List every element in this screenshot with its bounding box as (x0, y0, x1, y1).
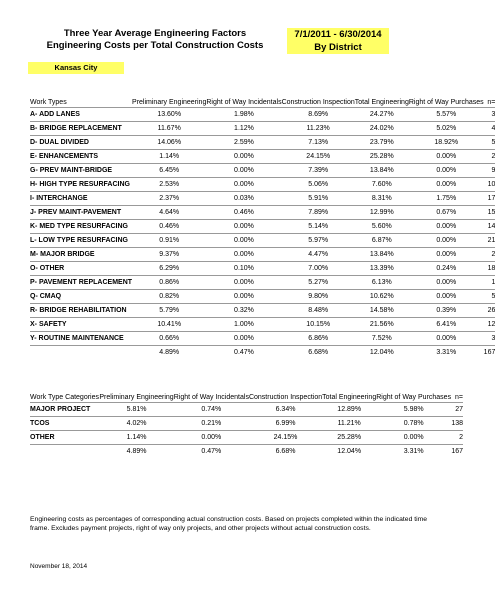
row-count: 2 (451, 431, 463, 445)
total-row (30, 445, 463, 459)
row-count: 3 (484, 332, 495, 346)
row-count: 17 (484, 192, 495, 206)
by-district-label: By District (314, 42, 362, 53)
row-value: 2.59% (206, 136, 281, 150)
row-value: 5.98% (376, 403, 451, 417)
row-value: 0.78% (376, 417, 451, 431)
row-value: 13.39% (355, 262, 409, 276)
row-count: 26 (484, 304, 495, 318)
row-value: 24.15% (249, 431, 322, 445)
row-value: 0.00% (409, 150, 484, 164)
table-row (30, 403, 463, 417)
row-value: 8.48% (282, 304, 355, 318)
row-value: 18.92% (409, 136, 484, 150)
row-value: 7.13% (282, 136, 355, 150)
report-date: November 18, 2014 (30, 563, 88, 570)
row-value: 0.00% (409, 178, 484, 192)
table-row (30, 276, 495, 290)
row-value: 6.41% (409, 318, 484, 332)
total-value: 12.04% (355, 346, 409, 360)
total-value: 4.89% (132, 346, 206, 360)
total-count: 167 (451, 445, 463, 459)
row-value: 5.57% (409, 108, 484, 122)
row-value: 5.79% (132, 304, 206, 318)
row-value: 0.00% (409, 248, 484, 262)
row-value: 0.74% (174, 403, 249, 417)
row-value: 5.91% (282, 192, 355, 206)
row-value: 6.86% (282, 332, 355, 346)
title-line-2: Engineering Costs per Total Construction Costs (46, 40, 264, 51)
row-value: 4.02% (99, 417, 173, 431)
table-row (30, 234, 495, 248)
row-count: 9 (484, 164, 495, 178)
row-value: 5.81% (99, 403, 173, 417)
table-row (30, 178, 495, 192)
row-value: 5.60% (355, 220, 409, 234)
row-value: 0.39% (409, 304, 484, 318)
row-value: 11.21% (322, 417, 376, 431)
table-row (30, 304, 495, 318)
total-value: 12.04% (322, 445, 376, 459)
row-value: 5.14% (282, 220, 355, 234)
row-count: 4 (484, 122, 495, 136)
table-row (30, 206, 495, 220)
row-value: 6.87% (355, 234, 409, 248)
row-label: O- OTHER (30, 262, 132, 276)
row-label: P- PAVEMENT REPLACEMENT (30, 276, 132, 290)
table-row (30, 332, 495, 346)
row-value: 8.69% (282, 108, 355, 122)
row-value: 6.99% (249, 417, 322, 431)
row-label: MAJOR PROJECT (30, 403, 99, 417)
total-value: 0.47% (174, 445, 249, 459)
column-header: Total Engineering (354, 99, 409, 106)
row-value: 0.00% (206, 150, 281, 164)
row-value: 1.98% (206, 108, 281, 122)
row-value: 6.34% (249, 403, 322, 417)
row-count: 18 (484, 262, 495, 276)
column-header: n= (455, 394, 463, 401)
row-value: 14.06% (132, 136, 206, 150)
row-value: 13.60% (132, 108, 206, 122)
row-value: 11.67% (132, 122, 206, 136)
row-value: 0.46% (206, 206, 281, 220)
total-label-cell (30, 346, 132, 360)
row-count: 2 (484, 150, 495, 164)
row-count: 27 (451, 403, 463, 417)
total-value: 0.47% (206, 346, 281, 360)
total-count: 167 (484, 346, 495, 360)
row-count: 21 (484, 234, 495, 248)
table-row (30, 164, 495, 178)
row-value: 6.29% (132, 262, 206, 276)
column-header: Preliminary Engineering (132, 99, 207, 106)
row-value: 10.41% (132, 318, 206, 332)
row-count: 2 (484, 248, 495, 262)
work-types-table (30, 79, 495, 359)
row-value: 0.00% (174, 431, 249, 445)
row-value: 0.66% (132, 332, 206, 346)
column-header: Total Engineering (322, 394, 377, 401)
row-value: 11.23% (282, 122, 355, 136)
row-count: 5 (484, 136, 495, 150)
row-count: 3 (484, 108, 495, 122)
footnote: Engineering costs as percentages of corresponding actual construction costs. Based on projects completed within the indicated time frame. Excludes payment projects, right of way only projects, and other projects without actual construction costs. (30, 516, 428, 532)
table-row (30, 417, 463, 431)
total-value: 3.31% (376, 445, 451, 459)
table-row (30, 290, 495, 304)
row-value: 0.00% (206, 164, 281, 178)
row-value: 9.80% (282, 290, 355, 304)
row-value: 0.82% (132, 290, 206, 304)
row-value: 0.00% (206, 178, 281, 192)
row-value: 4.47% (282, 248, 355, 262)
column-header: Right of Way Purchases (408, 99, 484, 106)
row-label: X- SAFETY (30, 318, 132, 332)
table-row (30, 150, 495, 164)
row-label: J- PREV MAINT-PAVEMENT (30, 206, 132, 220)
work-type-categories-table (30, 374, 463, 458)
row-value: 0.00% (206, 276, 281, 290)
row-value: 0.00% (206, 332, 281, 346)
row-label: TCOS (30, 417, 99, 431)
row-value: 0.32% (206, 304, 281, 318)
row-value: 0.03% (206, 192, 281, 206)
row-value: 13.84% (355, 164, 409, 178)
row-value: 6.13% (355, 276, 409, 290)
row-label: H- HIGH TYPE RESURFACING (30, 178, 132, 192)
row-value: 0.24% (409, 262, 484, 276)
row-value: 25.28% (322, 431, 376, 445)
row-label: Q- CMAQ (30, 290, 132, 304)
row-value: 5.27% (282, 276, 355, 290)
table-row (30, 108, 495, 122)
row-value: 0.91% (132, 234, 206, 248)
row-value: 0.00% (206, 290, 281, 304)
row-value: 7.00% (282, 262, 355, 276)
row-label: Y- ROUTINE MAINTENANCE (30, 332, 132, 346)
column-header: Preliminary Engineering (99, 394, 174, 401)
row-value: 7.39% (282, 164, 355, 178)
table-row (30, 431, 463, 445)
column-header: n= (487, 99, 495, 106)
row-label: E- ENHANCEMENTS (30, 150, 132, 164)
row-value: 5.06% (282, 178, 355, 192)
total-value: 4.89% (99, 445, 173, 459)
table-header-row (30, 79, 495, 108)
row-value: 7.89% (282, 206, 355, 220)
column-header: Right of Way Incidentals (206, 99, 282, 106)
row-value: 0.00% (409, 234, 484, 248)
row-value: 25.28% (355, 150, 409, 164)
title-line-1: Three Year Average Engineering Factors (63, 28, 247, 39)
date-range: 7/1/2011 - 6/30/2014 (294, 29, 382, 40)
row-value: 2.53% (132, 178, 206, 192)
row-label: R- BRIDGE REHABILITATION (30, 304, 132, 318)
table-header-row (30, 374, 463, 403)
row-count: 5 (484, 290, 495, 304)
row-value: 0.10% (206, 262, 281, 276)
row-value: 23.79% (355, 136, 409, 150)
row-count: 138 (451, 417, 463, 431)
total-value: 3.31% (409, 346, 484, 360)
row-label: M- MAJOR BRIDGE (30, 248, 132, 262)
row-value: 2.37% (132, 192, 206, 206)
row-label: I- INTERCHANGE (30, 192, 132, 206)
row-value: 8.31% (355, 192, 409, 206)
row-value: 0.00% (409, 276, 484, 290)
row-value: 7.60% (355, 178, 409, 192)
row-value: 4.64% (132, 206, 206, 220)
row-value: 0.00% (376, 431, 451, 445)
row-value: 1.14% (99, 431, 173, 445)
row-label: K- MED TYPE RESURFACING (30, 220, 132, 234)
row-value: 9.37% (132, 248, 206, 262)
row-value: 1.75% (409, 192, 484, 206)
date-range-box (287, 28, 389, 54)
row-value: 24.02% (355, 122, 409, 136)
row-count: 10 (484, 178, 495, 192)
row-value: 14.58% (355, 304, 409, 318)
row-count: 15 (484, 206, 495, 220)
table-row (30, 192, 495, 206)
table-row (30, 262, 495, 276)
row-count: 12 (484, 318, 495, 332)
total-row (30, 346, 495, 360)
row-value: 10.62% (355, 290, 409, 304)
row-label: L- LOW TYPE RESURFACING (30, 234, 132, 248)
row-count: 14 (484, 220, 495, 234)
row-value: 0.21% (174, 417, 249, 431)
row-label: B- BRIDGE REPLACEMENT (30, 122, 132, 136)
table-row (30, 248, 495, 262)
table-row (30, 220, 495, 234)
row-value: 10.15% (282, 318, 355, 332)
row-value: 24.27% (355, 108, 409, 122)
row-label: OTHER (30, 431, 99, 445)
column-header: Construction Inspection (281, 99, 355, 106)
row-value: 0.00% (206, 234, 281, 248)
total-value: 6.68% (282, 346, 355, 360)
row-value: 12.89% (322, 403, 376, 417)
row-value: 0.00% (409, 220, 484, 234)
row-label: D- DUAL DIVIDED (30, 136, 132, 150)
table-heading: Work Types (30, 99, 67, 106)
total-label-cell (30, 445, 99, 459)
row-value: 12.99% (355, 206, 409, 220)
column-header: Right of Way Purchases (376, 394, 452, 401)
row-value: 1.00% (206, 318, 281, 332)
row-value: 0.46% (132, 220, 206, 234)
table-heading: Work Type Categories (30, 394, 99, 401)
total-value: 6.68% (249, 445, 322, 459)
row-value: 0.86% (132, 276, 206, 290)
column-header: Construction Inspection (248, 394, 323, 401)
row-value: 13.84% (355, 248, 409, 262)
column-header: Right of Way Incidentals (173, 394, 249, 401)
row-value: 0.00% (206, 220, 281, 234)
row-value: 0.00% (206, 248, 281, 262)
row-value: 0.00% (409, 164, 484, 178)
row-value: 1.14% (132, 150, 206, 164)
row-value: 0.00% (409, 290, 484, 304)
row-value: 0.67% (409, 206, 484, 220)
table-row (30, 318, 495, 332)
row-label: A- ADD LANES (30, 108, 132, 122)
table-row (30, 136, 495, 150)
row-value: 5.02% (409, 122, 484, 136)
row-value: 24.15% (282, 150, 355, 164)
row-label: G- PREV MAINT-BRIDGE (30, 164, 132, 178)
district-label: Kansas City (28, 62, 124, 74)
row-value: 21.56% (355, 318, 409, 332)
row-value: 1.12% (206, 122, 281, 136)
row-value: 6.45% (132, 164, 206, 178)
row-count: 1 (484, 276, 495, 290)
row-value: 0.00% (409, 332, 484, 346)
report-title (30, 28, 280, 52)
table-row (30, 122, 495, 136)
row-value: 7.52% (355, 332, 409, 346)
row-value: 5.97% (282, 234, 355, 248)
